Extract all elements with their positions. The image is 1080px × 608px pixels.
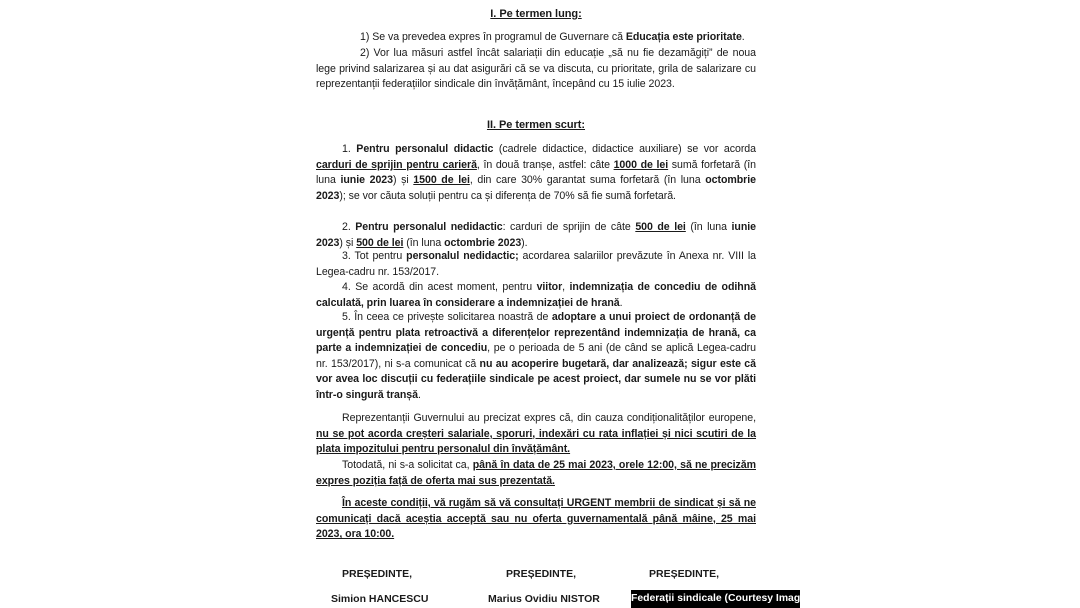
paragraph-closing-2: Totodată, ni s-a solicitat ca, până în data de 25 mai 2023, orele 12:00, să ne precizăm expres poziția față de oferta mai sus prezentată. [316, 459, 756, 487]
signature-name-2: Marius Ovidiu NISTOR [488, 593, 600, 605]
image-caption: Federații sindicale (Courtesy Image) [631, 590, 800, 608]
paragraph-short-term-5: 5. În ceea ce privește solicitarea noastră de adoptare a unui proiect de ordonanță de urgență pentru plata retroactivă a diferențelor reprezentând indemnizația de hrană, ca parte a indemnizației de concediu, pe o perioada de 5 ani (de când se aplică Legea-cadru nr. 153/2017), ni s-a comunicat că nu au acoperire bugetară, dar analizează; sigur este că vor avea loc discuții cu federațiile sindicale pe acest proiect, dar sumele nu se vor plăti într-o singură tranșă. [316, 311, 756, 401]
section-heading-long-term: I. Pe termen lung: [490, 8, 582, 20]
paragraph-short-term-2: 2. Pentru personalul nedidactic: carduri de sprijin de câte 500 de lei (în luna iunie 2023) și 500 de lei (în luna octombrie 2023). [316, 221, 756, 249]
paragraph-short-term-1: 1. Pentru personalul didactic (cadrele didactice, didactice auxiliare) se vor acorda carduri de sprijin pentru carieră, în două tranșe, astfel: câte 1000 de lei sumă forfetară (în luna iunie 2023) și 1500 de lei, din care 30% garantat suma forfetară (în luna octombrie 2023); se vor căuta soluții pentru ca și diferența de 70% să fie sumă forfetară. [316, 143, 757, 202]
paragraph-long-term-1: 1) Se va prevedea expres în programul de Guvernare că Educația este prioritate. [360, 31, 745, 43]
document-page [316, 0, 756, 608]
section-heading-short-term: II. Pe termen scurt: [486, 119, 586, 131]
paragraph-short-term-4: 4. Se acordă din acest moment, pentru viitor, indemnizația de concediu de odihnă calculată, prin luarea în considerare a indemnizației de hrană. [316, 281, 756, 309]
signature-title-1: PREȘEDINTE, [342, 568, 413, 580]
paragraph-closing-1: Reprezentanții Guvernului au precizat expres că, din cauza condiționalităților europene, nu se pot acorda creșteri salariale, sporuri, indexări cu rata inflației și nici scutiri de la plata impozitului pentru personalul din învățământ. [316, 412, 756, 456]
paragraph-short-term-3: 3. Tot pentru personalul nedidactic; acordarea salariilor prevăzute în Anexa nr. VIII la Legea-cadru nr. 153/2017. [316, 250, 756, 278]
signature-title-2: PREȘEDINTE, [506, 568, 577, 580]
signature-name-1: Simion HANCESCU [331, 593, 429, 605]
paragraph-long-term-2: 2) Vor lua măsuri astfel încât salariații din educație „să nu fie dezamăgiți” de noua lege privind salarizarea și au dat asigurări că se va discuta, cu prioritate, grila de salarizare cu reprezentanții federațiilor sindicale din învățământ, începând cu 15 iulie 2023. [316, 47, 756, 91]
paragraph-closing-3: În aceste condiții, vă rugăm să vă consultați URGENT membrii de sindicat și să ne comunicați dacă aceștia acceptă sau nu oferta guvernamentală până mâine, 25 mai 2023, ora 10:00. [316, 497, 756, 541]
signature-title-3: PREȘEDINTE, [649, 568, 720, 580]
